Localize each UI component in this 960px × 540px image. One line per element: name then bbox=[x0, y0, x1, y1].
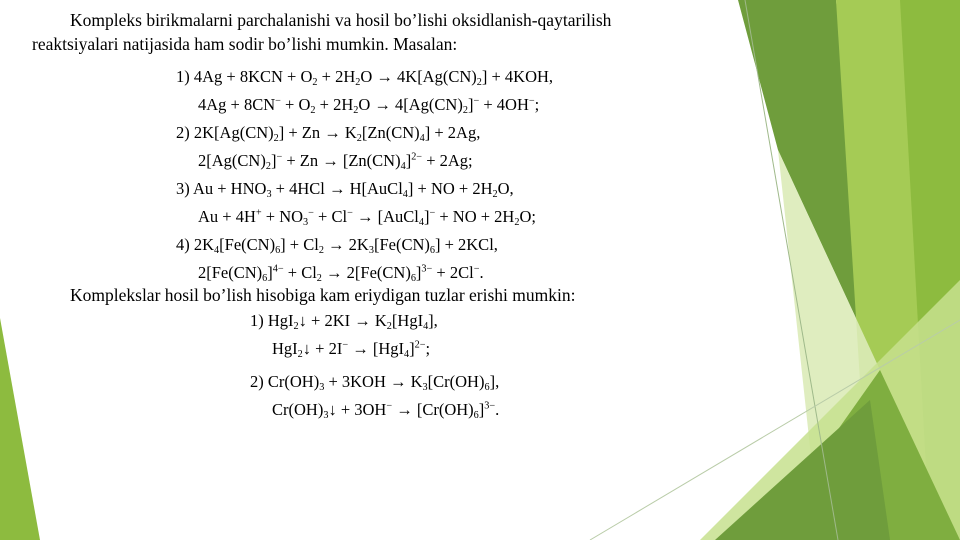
reaction-4-ionic: $2[Fe(CN)_6]^{4-} + Cl_2 \to 2[Fe(CN)_6]^{3-} + 2Cl^-$. bbox=[198, 263, 484, 284]
reaction-number: 3) bbox=[176, 179, 190, 198]
complex-formation-line: Komplekslar hosil bo’lish hisobiga kam eriydigan tuzlar erishi mumkin: bbox=[70, 285, 576, 305]
reaction-number: 1) bbox=[176, 67, 190, 86]
reaction-6-molecular: 2) $Cr(OH)_3 + 3KOH \to K_3[Cr(OH)_6]$, bbox=[250, 372, 500, 393]
intro-line-2: reaktsiyalari natijasida ham sodir bo’lishi mumkin. Masalan: bbox=[32, 34, 458, 54]
reaction-4-molecular: 4) $2K_4[Fe(CN)_6] + Cl_2 \to 2K_3[Fe(CN)_6] + 2KCl$, bbox=[176, 235, 498, 256]
reaction-2-molecular: 2) $2K[Ag(CN)_2] + Zn \to K_2[Zn(CN)_4] + 2Ag$, bbox=[176, 123, 481, 144]
reaction-2-ionic: $2[Ag(CN)_2]^- + Zn \to [Zn(CN)_4]^{2-} + 2Ag$; bbox=[198, 151, 473, 172]
reaction-6-ionic: $Cr(OH)_3↓ + 3OH^- \to [Cr(OH)_6]^{3-}$. bbox=[272, 400, 500, 421]
reaction-number: 2) bbox=[250, 372, 264, 391]
reaction-1-molecular: 1) $4Ag + 8KCN + O_2 + 2H_2O \to 4K[Ag(CN)_2] + 4KOH$, bbox=[176, 67, 554, 88]
reaction-number: 4) bbox=[176, 235, 190, 254]
reaction-3-ionic: $Au + 4H^+ + NO_3^- + Cl^-$ → [AuCl$_4$]− + NO + $2H_2O$; bbox=[198, 207, 536, 228]
reaction-number: 1) bbox=[250, 311, 264, 330]
intro-line-1: Kompleks birikmalarni parchalanishi va hosil bo’lishi oksidlanish-qaytarilish bbox=[70, 10, 612, 30]
reaction-3-molecular: 3) $Au + HNO_3 + 4HCl$ → H[AuCl$_4$] + NO + $2H_2O$, bbox=[176, 179, 514, 200]
reaction-number: 2) bbox=[176, 123, 190, 142]
reaction-1-ionic: $4Ag + 8CN^- + O_2 + 2H_2O \to 4[Ag(CN)_2]^- + 4OH^-$; bbox=[198, 95, 540, 116]
reaction-5-molecular: 1) HgI$_2$↓ + $2KI \to K_2[HgI_4]$, bbox=[250, 311, 438, 332]
reaction-5-ionic: HgI$_2$↓ + $2I^- \to [HgI_4]^{2-}$; bbox=[272, 339, 431, 360]
